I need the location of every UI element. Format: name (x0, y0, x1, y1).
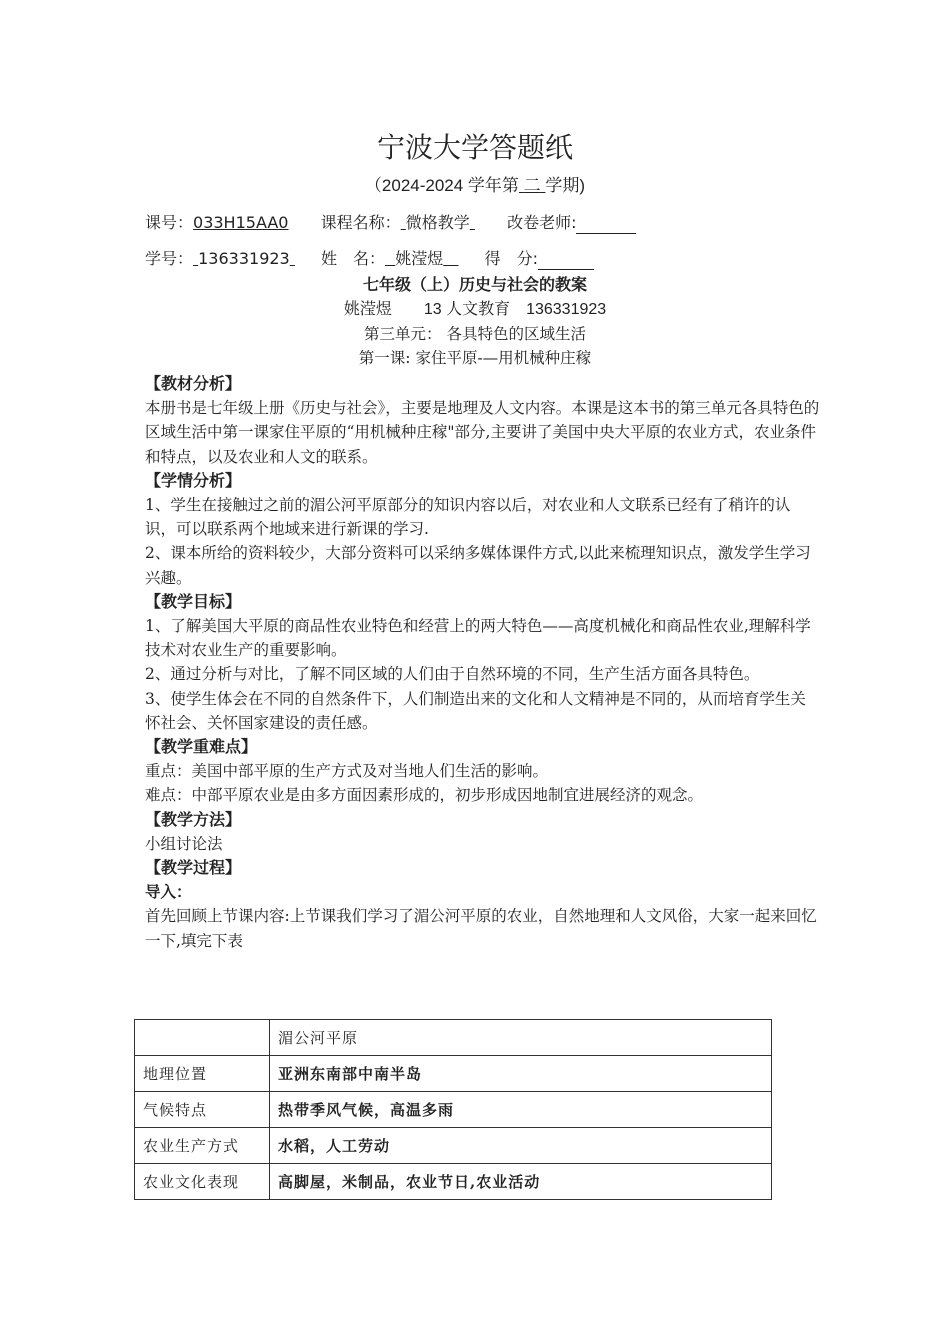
students-heading: 【学情分析】 (145, 470, 242, 490)
goals-item-1: 1、了解美国大平原的商品性农业特色和经营上的两大特色——高度机械化和商品性农业,理解科学技术对农业生产的重要影响。 (145, 617, 811, 660)
key-point: 重点：美国中部平原的生产方式及对当地人们生活的影响。 (145, 762, 549, 781)
score-blank (538, 252, 594, 270)
name-label: 姓 名： (321, 249, 386, 268)
unit-line: 第三单元： 各具特色的区域生活 (364, 325, 586, 343)
row-label: 农业文化表现 (135, 1164, 270, 1200)
intro-heading: 导入： (145, 883, 192, 902)
document-title: 宁波大学答题纸 (376, 131, 573, 164)
table-row (135, 1056, 772, 1092)
student-no-label: 学号： (145, 249, 194, 268)
key-heading: 【教学重难点】 (145, 737, 258, 757)
course-no-value: 033H15AA0 (193, 213, 289, 232)
author-line: 姚滢煜 13 人文教育 136331923 (343, 301, 607, 318)
lesson-title: 七年级（上）历史与社会的教案 (362, 275, 587, 294)
table-row (135, 1092, 772, 1128)
students-item-1: 1、学生在接触过之前的湄公河平原部分的知识内容以后，对农业和人文联系已经有了稍许的认识，可以联系两个地域来进行新课的学习. (145, 496, 791, 539)
goals-heading: 【教学目标】 (145, 591, 242, 611)
score-label: 得 分: (484, 249, 539, 268)
course-name-label: 课程名称： (320, 213, 401, 232)
row-value: 亚洲东南部中南半岛 (270, 1056, 772, 1092)
goals-item-2: 2、通过分析与对比，了解不同区域的人们由于自然环境的不同，生产生活方面各具特色。 (145, 665, 760, 684)
name-value: 姚滢煜 (395, 249, 444, 268)
difficult-point: 难点：中部平原农业是由多方面因素形成的，初步形成因地制宜进展经济的观念。 (145, 786, 704, 805)
table-header-cell (135, 1020, 270, 1056)
lesson-plan-body (145, 372, 820, 953)
review-table (134, 1019, 772, 1200)
year-suffix: 学期) (545, 176, 586, 195)
course-line: 第一课: 家住平原-—用机械种庄稼 (358, 349, 592, 367)
grader-blank (576, 216, 636, 234)
table-header-row (135, 1020, 772, 1056)
row-label: 农业生产方式 (135, 1128, 270, 1164)
row-value: 热带季风气候，高温多雨 (270, 1092, 772, 1128)
students-item-2: 2、课本所给的资料较少，大部分资料可以采纳多媒体课件方式,以此来梳理知识点，激发学生学习兴趣。 (145, 544, 811, 587)
course-no-label: 课号： (145, 213, 194, 232)
row-label: 气候特点 (135, 1092, 270, 1128)
year-prefix: （2024-2024 学年第 (364, 176, 519, 195)
grader-label: 改卷老师: (507, 213, 577, 232)
term-value: 二 (523, 176, 541, 195)
course-info-row (145, 212, 636, 234)
method-text: 小组讨论法 (145, 834, 223, 853)
analysis-heading: 【教材分析】 (145, 374, 242, 393)
analysis-text: 本册书是七年级上册《历史与社会》，主要是地理及人文内容。本课是这本书的第三单元各具特色的区域生活中第一课家住平原的“用机械种庄稼"部分,主要讲了美国中央大平原的农业方式，农业条件和特点，以及农业和人文的联系。 (145, 399, 820, 466)
course-name-value: 微格教学 (405, 213, 470, 232)
method-heading: 【教学方法】 (145, 809, 242, 829)
student-info-row (145, 248, 594, 270)
table-header-cell: 湄公河平原 (270, 1020, 772, 1056)
table-row (135, 1128, 772, 1164)
row-value: 高脚屋，米制品，农业节日,农业活动 (270, 1164, 772, 1200)
row-value: 水稻，人工劳动 (270, 1128, 772, 1164)
goals-item-3: 3、使学生体会在不同的自然条件下，人们制造出来的文化和人文精神是不同的，从而培育学生关怀社会、关怀国家建设的责任感。 (145, 689, 806, 732)
semester-line (0, 174, 950, 198)
table-row (135, 1164, 772, 1200)
student-no-value: 136331923 (198, 249, 290, 268)
process-heading: 【教学过程】 (145, 858, 242, 878)
intro-text: 首先回顾上节课内容:上节课我们学习了湄公河平原的农业，自然地理和人文风俗，大家一起来回忆一下,填完下表 (145, 907, 817, 950)
row-label: 地理位置 (135, 1056, 270, 1092)
